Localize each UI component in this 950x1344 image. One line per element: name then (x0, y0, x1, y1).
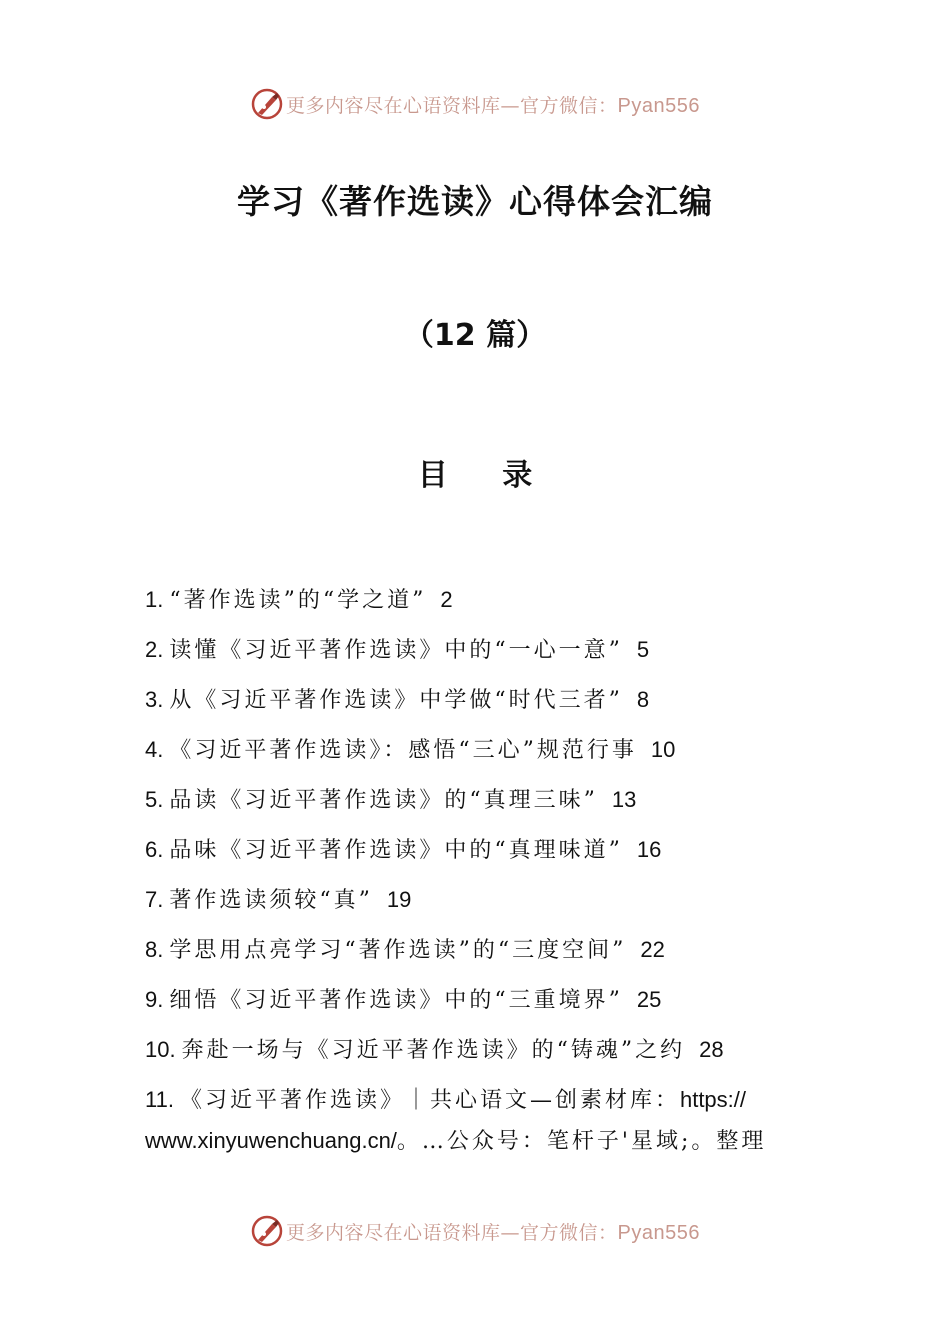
toc-item[interactable] (145, 880, 825, 930)
toc-item-title: 从《习近平著作选读》中学做“时代三者” (169, 688, 623, 713)
toc-item-title: 奔赴一场与《习近平著作选读》的“铸魂”之约 (181, 1038, 686, 1063)
table-of-contents (145, 580, 825, 1162)
toc-item-number: 11. (145, 1087, 174, 1112)
toc-item-title: 品读《习近平著作选读》的“真理三味” (169, 788, 598, 813)
toc-item-title: 著作选读须较“真” (169, 888, 373, 913)
toc-item-number: 1. (145, 587, 164, 612)
watermark-banner-top (0, 84, 950, 124)
toc-item-title: 细悟《习近平著作选读》中的“三重境界” (169, 988, 623, 1013)
toc-item-page: 10 (650, 737, 676, 762)
toc-item-page: 25 (636, 987, 662, 1012)
toc-item-title: 《习近平著作选读》：感悟“三心”规范行事 (169, 738, 637, 763)
toc-item-page: 13 (611, 787, 637, 812)
toc-item[interactable] (145, 780, 825, 830)
toc-item-page: 8 (636, 687, 650, 712)
toc-item-page: 16 (636, 837, 662, 862)
toc-item[interactable] (145, 630, 825, 680)
toc-item-page: 22 (640, 937, 665, 962)
toc-item-title: 读懂《习近平著作选读》中的“一心一意” (169, 638, 623, 663)
toc-item[interactable] (145, 680, 825, 730)
toc-item-number: 7. (145, 887, 164, 912)
toc-item-number: 4. (145, 737, 164, 762)
toc-item[interactable] (145, 830, 825, 880)
toc-item[interactable] (145, 980, 825, 1030)
toc-item-title: 学思用点亮学习“著作选读”的“三度空间” (169, 938, 627, 963)
toc-item-page: 19 (386, 887, 412, 912)
toc-item[interactable] (145, 580, 825, 630)
toc-heading: 目 录 (417, 458, 555, 493)
toc-item-title-continued: 。…公众号：笔杆子'星域;。整理 (396, 1129, 767, 1154)
toc-item[interactable] (145, 1080, 815, 1162)
document-title: 学习《著作选读》心得体会汇编 (237, 182, 713, 221)
toc-item-number: 3. (145, 687, 164, 712)
toc-item-page: 28 (699, 1037, 724, 1062)
watermark-banner-bottom (0, 1211, 950, 1251)
toc-item-url-part: https:// (679, 1087, 747, 1112)
toc-item-number: 8. (145, 937, 164, 962)
pen-logo-icon (250, 87, 284, 121)
toc-item-url-part: www.xinyuwenchuang.cn/ (145, 1128, 397, 1153)
toc-item-number: 2. (145, 637, 164, 662)
document-count-label: （12 篇） (403, 318, 547, 353)
wechat-id: Pyan556 (617, 94, 700, 117)
toc-item-title: 品味《习近平著作选读》中的“真理味道” (169, 838, 623, 863)
toc-item-title: 《习近平著作选读》｜共心语文—创素材库： (179, 1088, 680, 1113)
watermark-text: 更多内容尽在心语资料库—官方微信：Pyan556 (286, 1221, 700, 1244)
watermark-text: 更多内容尽在心语资料库—官方微信：Pyan556 (286, 94, 700, 117)
toc-item[interactable] (145, 1030, 825, 1080)
toc-item[interactable] (145, 930, 825, 980)
toc-item-page: 5 (636, 637, 650, 662)
toc-item-number: 10. (145, 1037, 176, 1062)
toc-item-number: 6. (145, 837, 164, 862)
wechat-id: Pyan556 (617, 1221, 700, 1244)
toc-item-number: 5. (145, 787, 164, 812)
toc-item-number: 9. (145, 987, 164, 1012)
toc-item-title: “著作选读”的“学之道” (169, 588, 427, 613)
toc-item[interactable] (145, 730, 825, 780)
pen-logo-icon (250, 1214, 284, 1248)
toc-item-page: 2 (440, 587, 453, 612)
